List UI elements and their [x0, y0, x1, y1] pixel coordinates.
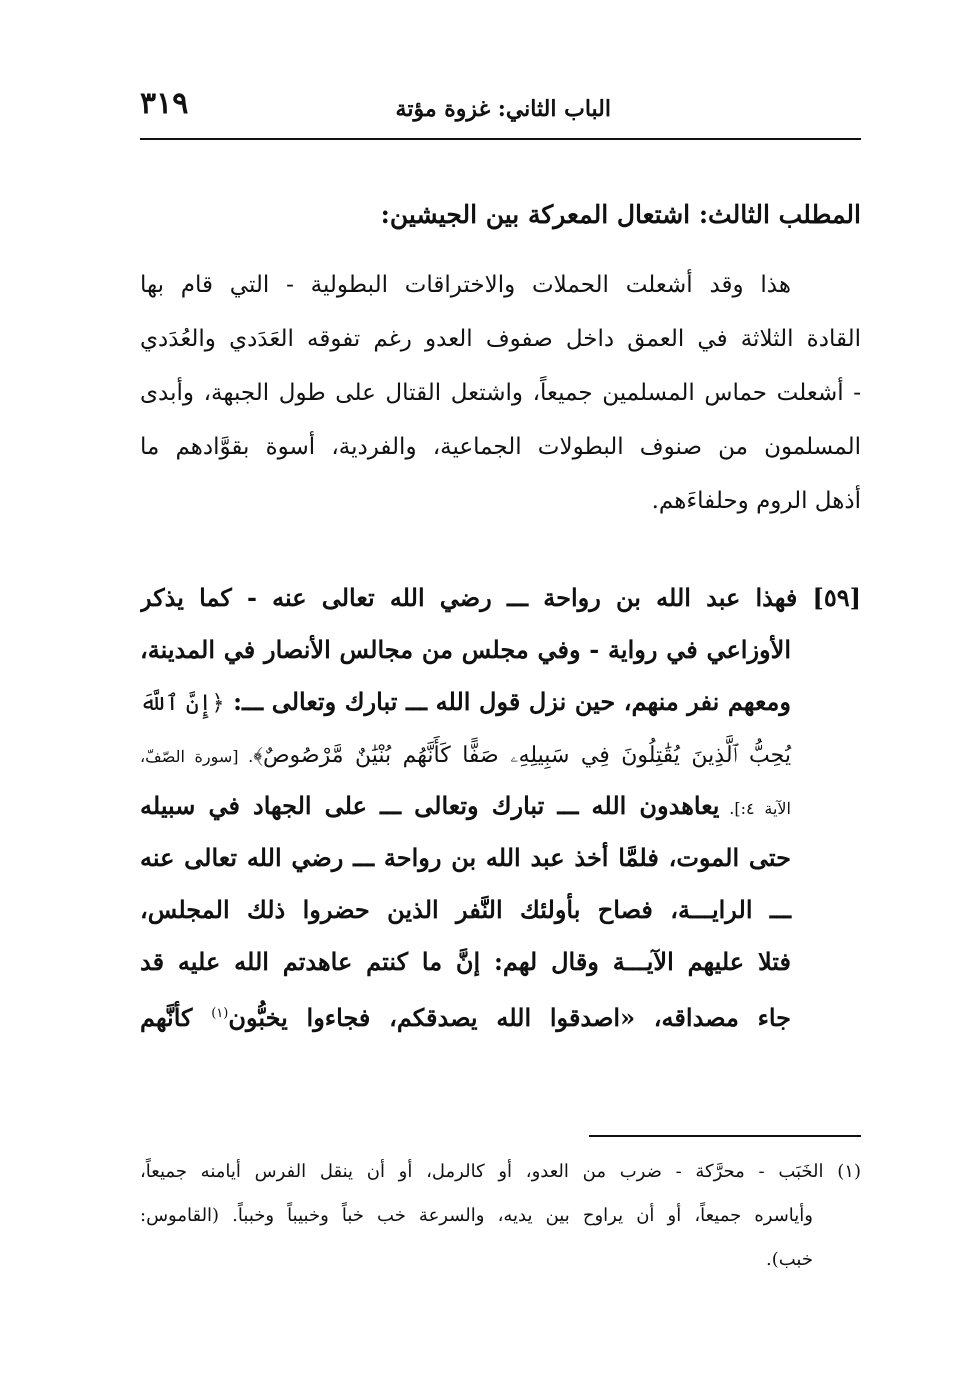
text-line: - أشعلت حماس المسلمين جميعاً، واشتعل القتال على طول الجبهة، وأبدى	[140, 380, 861, 406]
section-heading: المطلب الثالث: اشتعال المعركة بين الجيشين:	[380, 200, 861, 229]
narration-line	[140, 780, 861, 832]
text-line: القادة الثلاثة في العمق داخل صفوف العدو رغم تفوقه العَدَدي والعُدَدي	[140, 326, 861, 352]
verse-reference: الآية ٤:].	[719, 799, 791, 818]
narration-line	[140, 728, 861, 780]
footnote-separator	[589, 1135, 861, 1137]
footnote-line: (١) الخَبَب - محرَّكة - ضرب من العدو، أو كالرمل، أو أن ينقل الفرس أيامنه جميعاً،	[140, 1161, 861, 1182]
running-title: الباب الثاني: غزوة مؤتة	[395, 96, 611, 122]
footnote-line: خبب).	[766, 1249, 813, 1270]
footnote-line: وأياسره جميعاً، أو أن يراوح بين يديه، والسرعة خب خباً وخبيباً وخبباً. (القاموس:	[140, 1205, 813, 1226]
text-line: المسلمون من صنوف البطولات الجماعية، والفردية، أسوة بقوَّادهم ما	[140, 434, 861, 460]
quran-verse: ﴿إِنَّ ٱللَّهَ	[140, 691, 225, 716]
narration-text: يعاهدون الله ـــ تبارك وتعالى ـــ على الجهاد في سبيله	[140, 791, 720, 820]
narration-paragraph	[140, 572, 861, 1040]
narration-line: الأوزاعي في رواية - وفي مجلس من مجالس الأنصار في المدينة،	[140, 635, 791, 664]
page-header	[140, 86, 861, 140]
footnote-marker: (١)	[211, 1006, 229, 1021]
narration-line: حتى الموت، فلمَّا أخذ عبد الله بن رواحة ـــ رضي الله تعالى عنه	[140, 843, 791, 872]
page-number: ٣١٩	[140, 86, 189, 121]
narration-line: [٥٩] فهذا عبد الله بن رواحة ـــ رضي الله تعالى عنه - كما يذكر	[140, 583, 861, 612]
footnotes	[140, 1150, 861, 1282]
quran-verse: يُحِبُّ ٱلَّذِينَ يُقَٰتِلُونَ فِي سَبِيلِهِۦ صَفًّا كَأَنَّهُم بُنْيَٰنٌ مَّرْصُوصٌ﴾	[253, 743, 791, 768]
narration-text: جاء مصداقه، «اصدقوا الله يصدقكم، فجاءوا يخبُّون	[228, 1003, 792, 1032]
narration-text: ومعهم نفر منهم، حين نزل قول الله ـــ تبارك وتعالى ـــ:	[224, 687, 791, 716]
text-line: هذا وقد أشعلت الحملات والاختراقات البطولية - التي قام بها	[140, 272, 791, 298]
intro-paragraph	[140, 258, 861, 528]
narration-line: ـــ الرايـــة، فصاح بأولئك النَّفر الذين حضروا ذلك المجلس،	[140, 895, 791, 924]
verse-reference: . [سورة الصّفّ،	[140, 747, 254, 766]
text-line: أذهل الروم وحلفاءَهم.	[651, 488, 861, 514]
narration-line	[140, 676, 861, 728]
narration-text: كأنَّهم	[140, 1003, 212, 1032]
narration-line: فتلا عليهم الآيـــة وقال لهم: إنَّ ما كنتم عاهدتم الله عليه قد	[140, 947, 792, 976]
narration-line	[140, 988, 861, 1040]
